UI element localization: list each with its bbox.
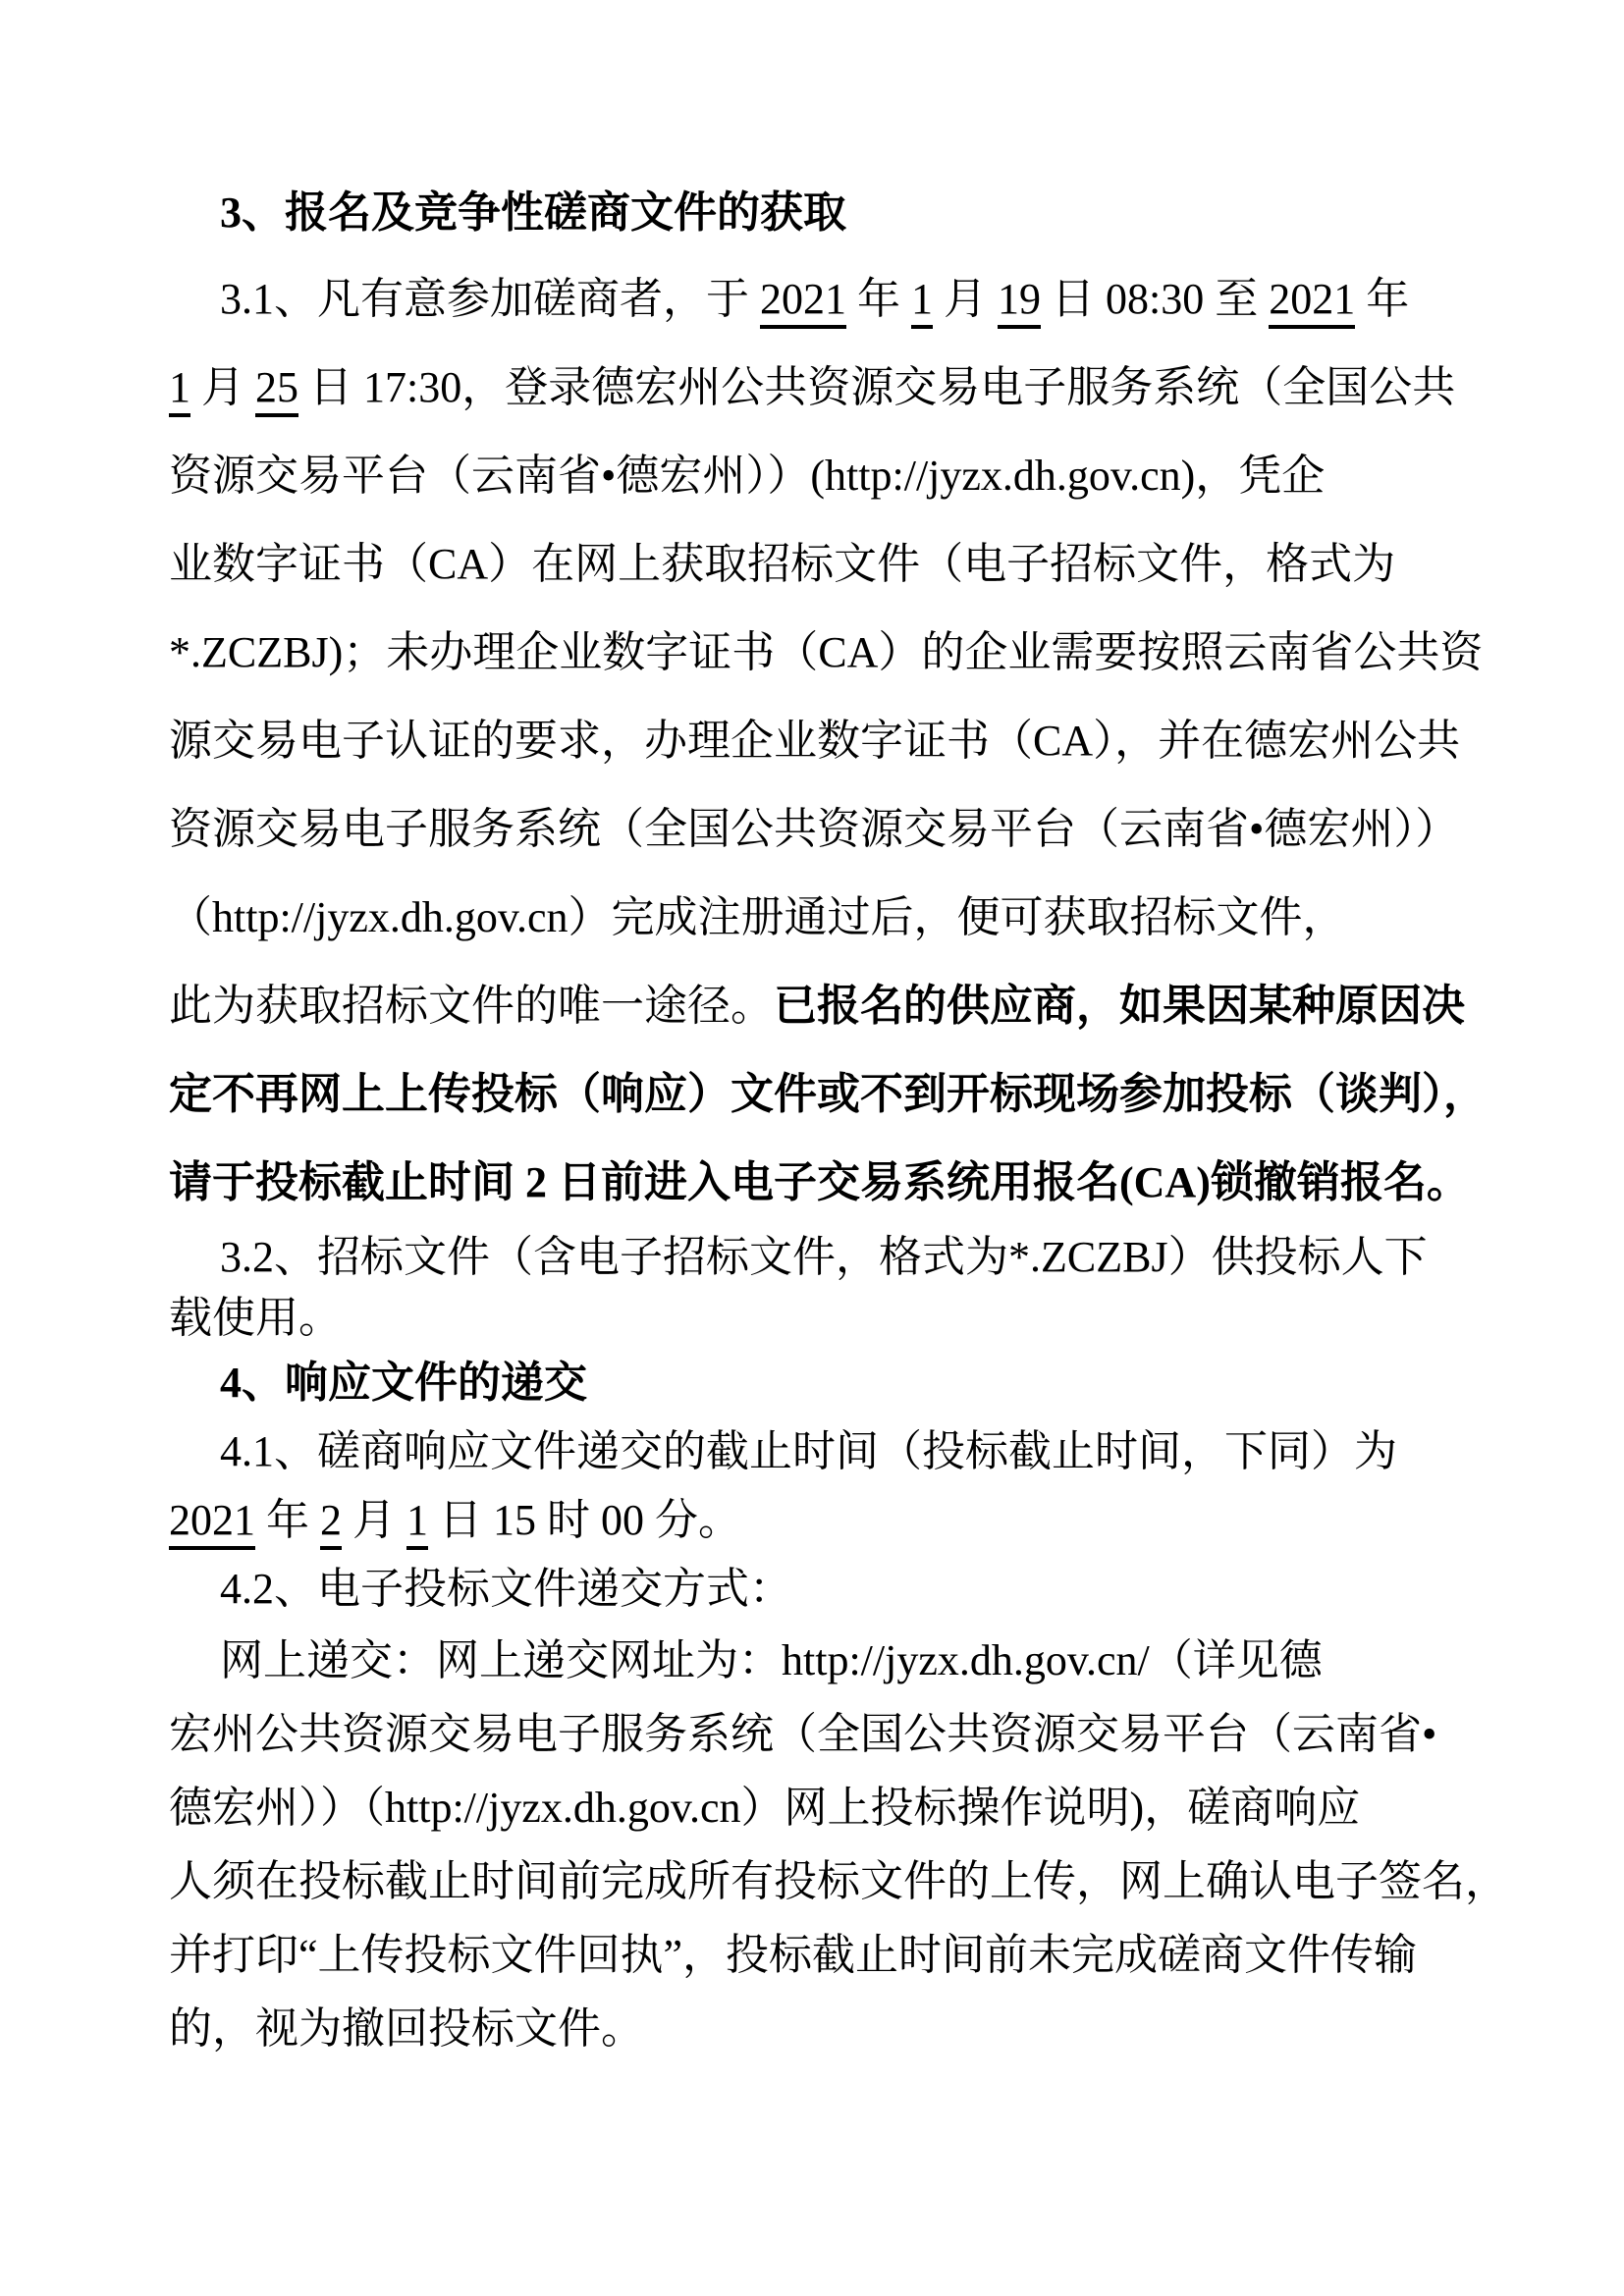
text-segment: 人须在投标截止时间前完成所有投标文件的上传，网上确认电子签名， — [169, 1857, 1508, 1905]
text-segment: 请于投标截止时间 2 日前进入电子交易系统用报名(CA)锁撤销报名。 — [169, 1158, 1470, 1206]
para-4-2-line — [169, 1918, 1457, 1992]
underlined-date-value: 2 — [320, 1496, 342, 1550]
text-segment: 源交易电子认证的要求，办理企业数字证书（CA），并在德宏州公共 — [169, 717, 1461, 765]
para-3-2-line — [169, 1288, 1457, 1349]
para-3-1-line — [169, 344, 1457, 432]
para-3-2-line — [169, 1227, 1457, 1288]
underlined-date-value: 25 — [255, 363, 298, 417]
para-4-2-line — [169, 1624, 1457, 1697]
para-4-2-line — [169, 1771, 1457, 1844]
para-3-1-line — [169, 962, 1465, 1050]
text-segment: 年 — [846, 275, 911, 323]
text-segment: 德宏州））（http://jyzx.dh.gov.cn）网上投标操作说明)，磋商响应 — [169, 1784, 1361, 1832]
text-segment: 月 — [190, 363, 255, 411]
para-4-1-line — [169, 1417, 1457, 1486]
para-3-1-line — [169, 874, 1457, 962]
text-segment: 月 — [342, 1496, 406, 1544]
underlined-date-value: 2021 — [760, 275, 846, 329]
underlined-date-value: 2021 — [1269, 275, 1355, 329]
text-segment: 网上递交：网上递交网址为：http://jyzx.dh.gov.cn/（详见德 — [220, 1636, 1323, 1684]
text-segment: 4.2、电子投标文件递交方式： — [220, 1565, 792, 1613]
document-body — [169, 170, 1508, 2065]
text-segment: 的，视为撤回投标文件。 — [169, 2004, 644, 2053]
para-4-2-line — [169, 1697, 1457, 1771]
text-segment: 日 08:30 至 — [1041, 275, 1270, 323]
text-segment: 4.1、磋商响应文件递交的截止时间（投标截止时间，下同）为 — [220, 1427, 1397, 1475]
para-4-2-line — [169, 1992, 1457, 2065]
text-segment: 4、响应文件的递交 — [220, 1359, 587, 1407]
text-segment: 并打印“上传投标文件回执”，投标截止时间前未完成磋商文件传输 — [169, 1931, 1418, 1979]
text-segment: 年 — [1355, 275, 1410, 323]
para-3-1-line — [169, 255, 1457, 344]
text-segment: 定不再网上上传投标（响应）文件或不到开标现场参加投标（谈判）， — [169, 1070, 1487, 1118]
text-segment: 业数字证书（CA）在网上获取招标文件（电子招标文件，格式为 — [169, 540, 1396, 588]
para-3-1-line — [169, 432, 1457, 520]
text-segment: 月 — [933, 275, 998, 323]
text-segment: 3.1、凡有意参加磋商者，于 — [220, 275, 760, 323]
text-segment: （http://jyzx.dh.gov.cn）完成注册通过后，便可获取招标文件， — [169, 893, 1346, 941]
text-segment: *.ZCZBJ)；未办理企业数字证书（CA）的企业需要按照云南省公共资 — [169, 628, 1484, 676]
underlined-date-value: 2021 — [169, 1496, 255, 1550]
text-segment: 年 — [255, 1496, 320, 1544]
text-segment: 已报名的供应商，如果因某种原因决 — [774, 982, 1465, 1030]
para-4-2-line — [169, 1555, 1457, 1624]
para-4-2-line — [169, 1844, 1508, 1918]
underlined-date-value: 1 — [169, 363, 190, 417]
text-segment: 3.2、招标文件（含电子招标文件，格式为*.ZCZBJ）供投标人下 — [220, 1233, 1428, 1281]
underlined-date-value: 19 — [998, 275, 1041, 329]
para-3-1-line — [169, 1050, 1487, 1139]
para-3-1-line — [169, 785, 1457, 874]
para-3-1-line — [169, 1139, 1470, 1227]
text-segment: 资源交易平台（云南省•德宏州））(http://jyzx.dh.gov.cn)，凭企 — [169, 452, 1326, 500]
text-segment: 宏州公共资源交易电子服务系统（全国公共资源交易平台（云南省• — [169, 1710, 1437, 1758]
text-segment: 3、报名及竞争性磋商文件的获取 — [220, 188, 846, 237]
para-3-1-line — [169, 520, 1457, 609]
text-segment: 日 15 时 00 分。 — [428, 1496, 741, 1544]
underlined-date-value: 1 — [911, 275, 933, 329]
text-segment: 此为获取招标文件的唯一途径。 — [169, 982, 774, 1030]
section-heading-4 — [169, 1349, 1457, 1417]
para-3-1-line — [169, 697, 1461, 785]
text-segment: 载使用。 — [169, 1294, 342, 1342]
section-heading-3 — [169, 170, 1457, 255]
text-segment: 日 17:30，登录德宏州公共资源交易电子服务系统（全国公共 — [298, 363, 1456, 411]
para-3-1-line — [169, 609, 1484, 697]
underlined-date-value: 1 — [406, 1496, 428, 1550]
text-segment: 资源交易电子服务系统（全国公共资源交易平台（云南省•德宏州）） — [169, 805, 1459, 853]
para-4-1-line — [169, 1486, 1457, 1555]
